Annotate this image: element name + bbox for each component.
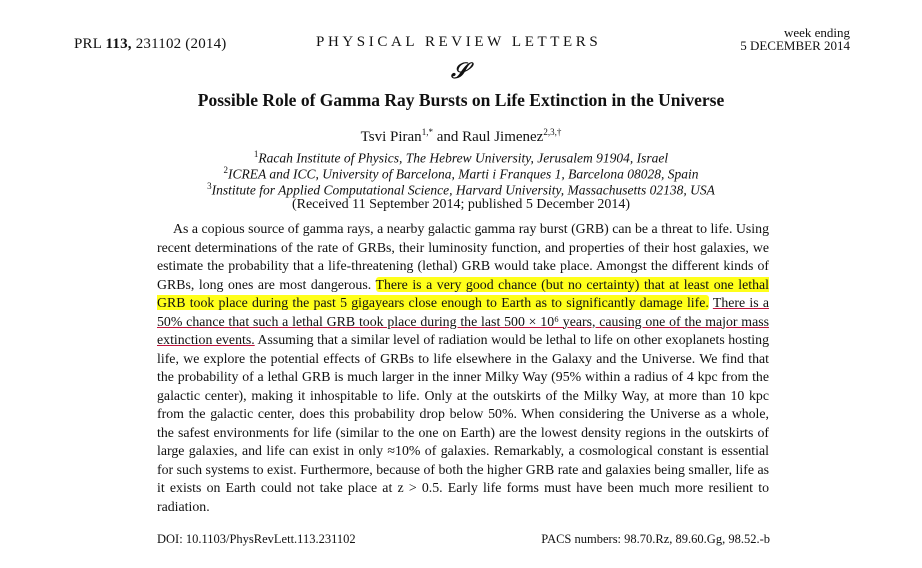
author-name: Raul Jimenez [462, 129, 544, 145]
paper-title: Possible Role of Gamma Ray Bursts on Life Extinction in the Universe [197, 90, 725, 110]
journal-reference [74, 36, 227, 53]
highlighted-sentence: There is a very good chance (but no certainty) that at least one lethal GRB took place during the past 5 gigayears close enough to Earth as to significantly damage life. [157, 276, 769, 310]
author-connector: and [432, 129, 463, 145]
affiliation-marker: 2 [223, 165, 229, 175]
underlined-sentence: There is a 50% chance that such a lethal GRB took place during the last 500 × 10⁶ years, causing one of the major mass extinction events. [157, 295, 769, 347]
affiliation-text: Racah Institute of Physics, The Hebrew University, Jerusalem 91904, Israel [258, 150, 669, 166]
affiliation-marker: 3 [207, 181, 212, 191]
abstract-text: Assuming that a similar level of radiation would be lethal to life on other exoplanets hosting life, we explore the potential effects of GRBs to life elsewhere in the Galaxy and the Universe. We find that the probability of a lethal GRB is much larger in the inner Milky Way (95% within a radius of 4 kpc from the galactic center), making it inhospitable to life. Only at the outskirts of the Milky Way, at more than 10 kpc from the galactic center, does this probability drop below 50%. When considering the Universe as a whole, the safest environments for life (similar to the one on Earth) are the lowest density regions in the outskirts of large galaxies, and life can exist in only ≈10% of galaxies. Remarkably, a cosmological constant is essential for such systems to exist. Furthermore, because of both the higher GRB rate and galaxies being smaller, life as it exists on Earth could not take place at z > 0.5. Early life forms must have been much more resilient to radiation. [157, 332, 770, 514]
author-line [0, 127, 922, 146]
affiliation-text: Institute for Applied Computational Science, Harvard University, Massachusetts 02138, USA [211, 182, 715, 198]
affiliation [0, 149, 922, 167]
pacs-numbers [541, 532, 770, 547]
author-affiliation-marker: 2,3,† [543, 127, 562, 137]
author-affiliation-marker: 1,* [421, 127, 433, 137]
pacs-label: PACS numbers: [541, 532, 622, 546]
doi-link[interactable]: 10.1103/PhysRevLett.113.231102 [185, 532, 356, 546]
journal-abbrev: PRL [74, 36, 102, 52]
affiliation [0, 181, 922, 199]
doi [157, 532, 356, 547]
abstract [157, 220, 769, 516]
article-number: 231102 (2014) [135, 36, 227, 52]
issue-date [740, 26, 850, 52]
journal-name: PHYSICAL REVIEW LETTERS [316, 34, 602, 50]
pacs-value: 98.70.Rz, 89.60.Gg, 98.52.-b [624, 532, 770, 546]
affiliation-marker: 1 [253, 149, 259, 159]
doi-label: DOI: [157, 532, 183, 546]
affiliation-text: ICREA and ICC, University of Barcelona, Marti i Franques 1, Barcelona 08028, Spain [228, 166, 699, 182]
week-ending-label: week ending [783, 25, 850, 40]
week-ending-date: 5 DECEMBER 2014 [740, 38, 850, 53]
author-name: Tsvi Piran [360, 129, 422, 145]
journal-logo-icon: 𝒮 [451, 58, 469, 83]
received-dates: (Received 11 September 2014; published 5 December 2014) [291, 197, 631, 212]
abstract-text: As a copious source of gamma rays, a nearby galactic gamma ray burst (GRB) can be a threat to life. Using recent determinations of the rate of GRBs, their luminosity function, and properties of their host galaxies, we estimate the probability that a life-threatening (lethal) GRB would take place. Amongst the different kinds of GRBs, long ones are most dangerous. [157, 221, 769, 292]
journal-volume: 113, [105, 36, 132, 52]
affiliation [0, 165, 922, 183]
